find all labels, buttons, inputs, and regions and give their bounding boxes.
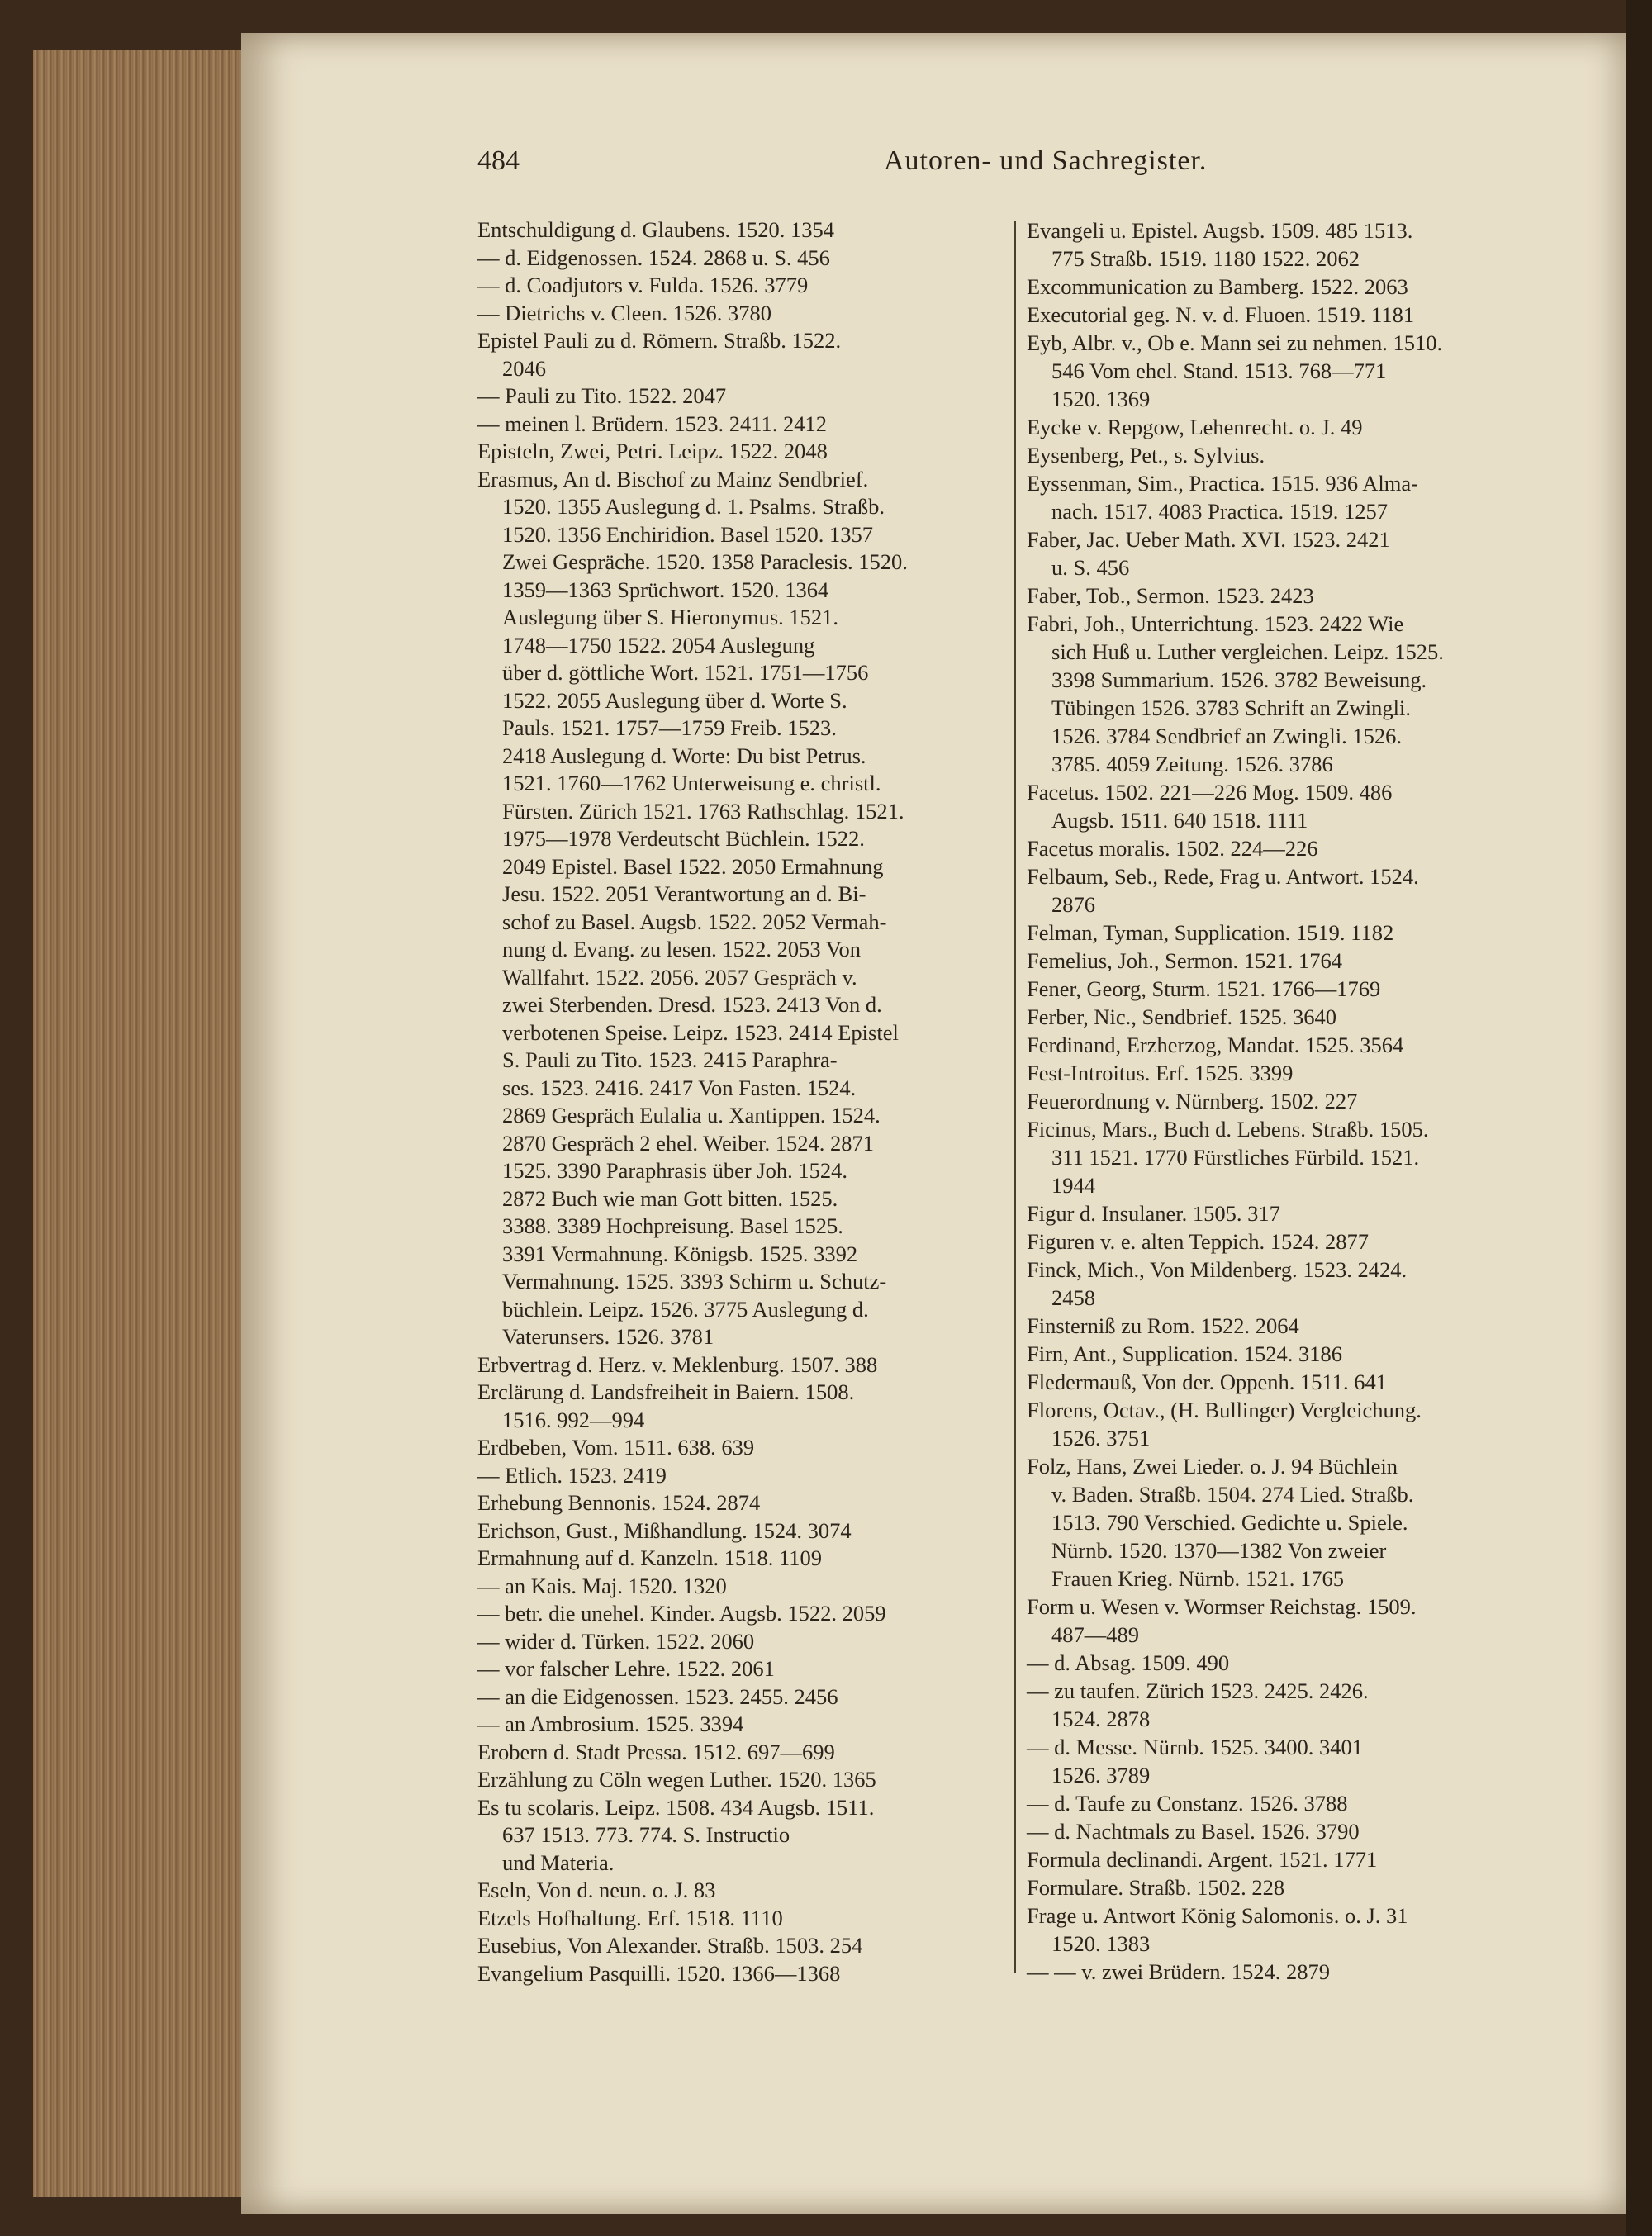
index-entry — [477, 244, 1014, 273]
entry-heading-line: Frage u. Antwort König Salomonis. o. J. 31 — [1027, 1903, 1408, 1928]
index-entry — [1027, 1452, 1564, 1593]
entry-heading-line: Erdbeben, Vom. 1511. 638. 639 — [477, 1435, 755, 1460]
entry-heading-line: — Pauli zu Tito. 1522. 2047 — [477, 383, 727, 408]
entry-heading-line: — d. Messe. Nürnb. 1525. 3400. 3401 — [1027, 1735, 1364, 1759]
entry-continuation-line: 2049 Epistel. Basel 1522. 2050 Ermahnung — [502, 853, 884, 879]
entry-continuation-line: S. Pauli zu Tito. 1523. 2415 Paraphra- — [502, 1047, 838, 1072]
entry-continuation-line: ses. 1523. 2416. 2417 Von Fasten. 1524. — [502, 1075, 857, 1100]
entry-continuation-line: nung d. Evang. zu lesen. 1522. 2053 Von — [502, 937, 862, 961]
index-entry — [1027, 1873, 1564, 1901]
entry-heading-line: — d. Taufe zu Constanz. 1526. 3788 — [1027, 1791, 1348, 1816]
index-entry — [477, 1462, 1014, 1490]
index-column-left — [477, 216, 1014, 1987]
index-entry — [1027, 1845, 1564, 1873]
index-entry — [1027, 1593, 1564, 1649]
entry-heading-line: — vor falscher Lehre. 1522. 2061 — [477, 1656, 775, 1681]
entry-heading-line: Facetus. 1502. 221—226 Mog. 1509. 486 — [1027, 780, 1393, 805]
entry-heading-line: Excommunication zu Bamberg. 1522. 2063 — [1027, 274, 1408, 299]
entry-heading-line: — d. Nachtmals zu Basel. 1526. 3790 — [1027, 1819, 1360, 1844]
entry-heading-line: Finsterniß zu Rom. 1522. 2064 — [1027, 1313, 1299, 1338]
entry-heading-line: Figuren v. e. alten Teppich. 1524. 2877 — [1027, 1229, 1369, 1254]
entry-heading-line: Fledermauß, Von der. Oppenh. 1511. 641 — [1027, 1370, 1387, 1394]
index-entry — [477, 1711, 1014, 1739]
index-entry — [477, 1545, 1014, 1573]
entry-heading-line: Feuerordnung v. Nürnberg. 1502. 227 — [1027, 1089, 1358, 1113]
entry-heading-line: Fener, Georg, Sturm. 1521. 1766—1769 — [1027, 976, 1381, 1001]
entry-continuation-line: v. Baden. Straßb. 1504. 274 Lied. Straßb. — [1051, 1482, 1414, 1507]
entry-continuation-line: 1944 — [1051, 1173, 1095, 1198]
entry-continuation-line: 311 1521. 1770 Fürstliches Fürbild. 1521. — [1051, 1145, 1420, 1170]
entry-heading-line: Felman, Tyman, Supplication. 1519. 1182 — [1027, 920, 1394, 945]
entry-continuation-line: 2872 Buch wie man Gott bitten. 1525. — [502, 1185, 838, 1211]
index-entry — [1027, 1789, 1564, 1817]
entry-heading-line: Formulare. Straßb. 1502. 228 — [1027, 1875, 1285, 1900]
index-entry — [477, 382, 1014, 411]
index-entry — [1027, 1227, 1564, 1256]
entry-continuation-line: 1513. 790 Verschied. Gedichte u. Spiele. — [1051, 1510, 1408, 1535]
entry-heading-line: — an Ambrosium. 1525. 3394 — [477, 1711, 744, 1736]
entry-heading-line: Fest-Introitus. Erf. 1525. 3399 — [1027, 1061, 1294, 1085]
entry-continuation-line: nach. 1517. 4083 Practica. 1519. 1257 — [1051, 499, 1388, 524]
entry-continuation-line: Tübingen 1526. 3783 Schrift an Zwingli. — [1051, 695, 1411, 720]
index-entry — [1027, 1958, 1564, 1986]
entry-continuation-line: 1516. 992—994 — [502, 1407, 645, 1432]
page-number: 484 — [477, 145, 520, 176]
entry-continuation-line: Pauls. 1521. 1757—1759 Freib. 1523. — [502, 715, 837, 740]
entry-heading-line: Folz, Hans, Zwei Lieder. o. J. 94 Büchlein — [1027, 1454, 1398, 1479]
entry-continuation-line: 546 Vom ehel. Stand. 1513. 768—771 — [1051, 358, 1387, 383]
index-entry — [1027, 1312, 1564, 1340]
index-entry — [477, 1655, 1014, 1683]
entry-heading-line: Florens, Octav., (H. Bullinger) Vergleichung. — [1027, 1398, 1422, 1422]
entry-heading-line: Erclärung d. Landsfreiheit in Baiern. 1508. — [477, 1379, 855, 1404]
index-entry — [1027, 329, 1564, 413]
entry-heading-line: Erhebung Bennonis. 1524. 2874 — [477, 1490, 761, 1515]
entry-heading-line: Fabri, Joh., Unterrichtung. 1523. 2422 Wie — [1027, 611, 1404, 636]
entry-continuation-line: 3398 Summarium. 1526. 3782 Beweisung. — [1051, 667, 1427, 692]
index-entry — [1027, 610, 1564, 778]
entry-continuation-line: 637 1513. 773. 774. S. Instructio — [502, 1822, 790, 1847]
entry-heading-line: — — v. zwei Brüdern. 1524. 2879 — [1027, 1959, 1331, 1984]
index-entry — [1027, 1059, 1564, 1087]
entry-continuation-line: 2876 — [1051, 892, 1095, 917]
entry-heading-line: Erichson, Gust., Mißhandlung. 1524. 3074 — [477, 1517, 852, 1543]
index-entry — [477, 1600, 1014, 1628]
entry-continuation-line: u. S. 456 — [1051, 555, 1130, 580]
entry-heading-line: Felbaum, Seb., Rede, Frag u. Antwort. 1524. — [1027, 864, 1419, 889]
index-entry — [477, 1739, 1014, 1767]
entry-continuation-line: Augsb. 1511. 640 1518. 1111 — [1051, 808, 1308, 833]
entry-heading-line: Ferber, Nic., Sendbrief. 1525. 3640 — [1027, 1004, 1337, 1029]
entry-heading-line: Facetus moralis. 1502. 224—226 — [1027, 836, 1318, 861]
index-entry — [477, 1517, 1014, 1545]
entry-continuation-line: 3391 Vermahnung. Königsb. 1525. 3392 — [502, 1241, 858, 1266]
entry-heading-line: Eseln, Von d. neun. o. J. 83 — [477, 1878, 716, 1902]
index-entry — [477, 272, 1014, 300]
entry-continuation-line: verbotenen Speise. Leipz. 1523. 2414 Epistel — [502, 1019, 899, 1045]
index-entry — [477, 216, 1014, 244]
entry-continuation-line: 2870 Gespräch 2 ehel. Weiber. 1524. 2871 — [502, 1130, 874, 1156]
entry-heading-line: Erobern d. Stadt Pressa. 1512. 697—699 — [477, 1739, 835, 1764]
entry-heading-line: Eysenberg, Pet., s. Sylvius. — [1027, 443, 1265, 468]
index-entry — [1027, 301, 1564, 329]
entry-heading-line: Firn, Ant., Supplication. 1524. 3186 — [1027, 1341, 1343, 1366]
entry-continuation-line: 1520. 1356 Enchiridion. Basel 1520. 1357 — [502, 521, 873, 547]
index-entry — [1027, 1340, 1564, 1368]
entry-heading-line: Entschuldigung d. Glaubens. 1520. 1354 — [477, 217, 835, 242]
entry-heading-line: Finck, Mich., Von Mildenberg. 1523. 2424. — [1027, 1257, 1408, 1282]
entry-heading-line: — betr. die unehel. Kinder. Augsb. 1522. 2059 — [477, 1601, 886, 1626]
entry-continuation-line: 775 Straßb. 1519. 1180 1522. 2062 — [1051, 246, 1360, 271]
index-entry — [477, 1877, 1014, 1905]
entry-heading-line: Evangeli u. Epistel. Augsb. 1509. 485 1513. — [1027, 218, 1413, 243]
index-entry — [477, 1628, 1014, 1656]
index-entry — [1027, 919, 1564, 947]
entry-heading-line: — zu taufen. Zürich 1523. 2425. 2426. — [1027, 1678, 1369, 1703]
index-entry — [1027, 1115, 1564, 1199]
entry-heading-line: Eyssenman, Sim., Practica. 1515. 936 Alma- — [1027, 471, 1418, 496]
index-entry — [1027, 216, 1564, 273]
entry-continuation-line: Jesu. 1522. 2051 Verantwortung an d. Bi- — [502, 881, 866, 906]
column-divider — [1014, 221, 1016, 1973]
entry-continuation-line: Fürsten. Zürich 1521. 1763 Rathschlag. 1521. — [502, 798, 904, 824]
entry-heading-line: Evangelium Pasquilli. 1520. 1366—1368 — [477, 1960, 841, 1986]
entry-continuation-line: büchlein. Leipz. 1526. 3775 Auslegung d. — [502, 1296, 869, 1322]
index-entry — [477, 1905, 1014, 1933]
entry-continuation-line: 1521. 1760—1762 Unterweisung e. christl. — [502, 771, 881, 795]
entry-continuation-line: schof zu Basel. Augsb. 1522. 2052 Vermah- — [502, 909, 887, 934]
entry-continuation-line: 1975—1978 Verdeutscht Büchlein. 1522. — [502, 826, 865, 851]
entry-heading-line: Executorial geg. N. v. d. Fluoen. 1519. 1181 — [1027, 302, 1415, 327]
entry-continuation-line: 487—489 — [1051, 1622, 1139, 1647]
index-entry — [1027, 778, 1564, 834]
entry-heading-line: Eyb, Albr. v., Ob e. Mann sei zu nehmen. 1510. — [1027, 330, 1443, 355]
entry-continuation-line: 3388. 3389 Hochpreisung. Basel 1525. — [502, 1213, 843, 1238]
entry-continuation-line: Vaterunsers. 1526. 3781 — [502, 1324, 714, 1349]
entry-continuation-line: Nürnb. 1520. 1370—1382 Von zweier — [1051, 1538, 1387, 1563]
index-entry — [1027, 582, 1564, 610]
entry-continuation-line: 1524. 2878 — [1051, 1707, 1151, 1731]
entry-heading-line: Erasmus, An d. Bischof zu Mainz Sendbrief. — [477, 466, 869, 491]
index-entry — [1027, 975, 1564, 1003]
entry-continuation-line: 3785. 4059 Zeitung. 1526. 3786 — [1051, 752, 1333, 776]
entry-continuation-line: 1526. 3789 — [1051, 1763, 1151, 1787]
entry-heading-line: Es tu scolaris. Leipz. 1508. 434 Augsb. 1511. — [477, 1794, 875, 1820]
entry-heading-line: Figur d. Insulaner. 1505. 317 — [1027, 1201, 1280, 1226]
entry-continuation-line: Zwei Gespräche. 1520. 1358 Paraclesis. 1520. — [502, 549, 908, 574]
index-entry — [477, 466, 1014, 1351]
entry-continuation-line: 2418 Auslegung d. Worte: Du bist Petrus. — [502, 743, 866, 768]
index-entry — [1027, 441, 1564, 469]
entry-heading-line: — an Kais. Maj. 1520. 1320 — [477, 1573, 727, 1598]
entry-continuation-line: und Materia. — [502, 1849, 615, 1875]
index-entry — [477, 327, 1014, 382]
index-entry — [477, 438, 1014, 466]
entry-heading-line: Faber, Jac. Ueber Math. XVI. 1523. 2421 — [1027, 527, 1390, 552]
index-entry — [1027, 1003, 1564, 1031]
index-entry — [477, 1434, 1014, 1462]
index-entry — [477, 1351, 1014, 1379]
index-entry — [1027, 1199, 1564, 1227]
entry-heading-line: Erzählung zu Cöln wegen Luther. 1520. 1365 — [477, 1767, 876, 1792]
entry-heading-line: Etzels Hofhaltung. Erf. 1518. 1110 — [477, 1905, 783, 1930]
index-entry — [1027, 525, 1564, 582]
book-page-edges — [33, 50, 248, 2197]
entry-heading-line: Femelius, Joh., Sermon. 1521. 1764 — [1027, 948, 1343, 973]
entry-continuation-line: 1526. 3751 — [1051, 1426, 1151, 1450]
index-entry — [477, 300, 1014, 328]
entry-heading-line: Erbvertrag d. Herz. v. Meklenburg. 1507. 388 — [477, 1351, 878, 1377]
entry-continuation-line: Vermahnung. 1525. 3393 Schirm u. Schutz- — [502, 1269, 887, 1294]
index-entry — [1027, 1396, 1564, 1452]
entry-continuation-line: 2458 — [1051, 1285, 1095, 1310]
index-entry — [1027, 834, 1564, 862]
index-entry — [1027, 862, 1564, 919]
entry-continuation-line: Wallfahrt. 1522. 2056. 2057 Gespräch v. — [502, 964, 857, 990]
entry-continuation-line: Auslegung über S. Hieronymus. 1521. — [502, 605, 839, 629]
index-entry — [477, 1766, 1014, 1794]
index-entry — [1027, 413, 1564, 441]
index-entry — [1027, 1256, 1564, 1312]
index-entry — [477, 1683, 1014, 1711]
entry-heading-line: Faber, Tob., Sermon. 1523. 2423 — [1027, 583, 1314, 608]
entry-continuation-line: zwei Sterbenden. Dresd. 1523. 2413 Von d. — [502, 992, 882, 1017]
entry-continuation-line: 1359—1363 Sprüchwort. 1520. 1364 — [502, 577, 829, 602]
entry-continuation-line: 2046 — [502, 355, 546, 381]
background-right — [1626, 0, 1652, 2236]
index-entry — [1027, 273, 1564, 301]
index-entry — [1027, 1733, 1564, 1789]
index-entry — [1027, 469, 1564, 525]
index-entry — [1027, 1649, 1564, 1677]
entry-heading-line: Formula declinandi. Argent. 1521. 1771 — [1027, 1847, 1378, 1872]
entry-continuation-line: sich Huß u. Luther vergleichen. Leipz. 1525. — [1051, 639, 1444, 664]
index-entry — [477, 1379, 1014, 1434]
entry-continuation-line: über d. göttliche Wort. 1521. 1751—1756 — [502, 660, 869, 685]
index-entry — [477, 1932, 1014, 1960]
entry-heading-line: Ermahnung auf d. Kanzeln. 1518. 1109 — [477, 1545, 823, 1570]
entry-continuation-line: 2869 Gespräch Eulalia u. Xantippen. 1524. — [502, 1103, 881, 1127]
index-entry — [477, 1489, 1014, 1517]
index-entry — [1027, 1031, 1564, 1059]
index-entry — [1027, 1368, 1564, 1396]
entry-heading-line: — an die Eidgenossen. 1523. 2455. 2456 — [477, 1683, 838, 1709]
entry-heading-line: — Dietrichs v. Cleen. 1526. 3780 — [477, 300, 771, 325]
entry-heading-line: Ferdinand, Erzherzog, Mandat. 1525. 3564 — [1027, 1033, 1404, 1057]
index-entry — [477, 1794, 1014, 1878]
entry-heading-line: Episteln, Zwei, Petri. Leipz. 1522. 2048 — [477, 439, 828, 463]
entry-heading-line: — meinen l. Brüdern. 1523. 2411. 2412 — [477, 411, 827, 436]
entry-heading-line: Form u. Wesen v. Wormser Reichstag. 1509. — [1027, 1594, 1417, 1619]
entry-continuation-line: 1526. 3784 Sendbrief an Zwingli. 1526. — [1051, 724, 1402, 748]
entry-continuation-line: Frauen Krieg. Nürnb. 1521. 1765 — [1051, 1566, 1345, 1591]
index-entry — [1027, 1087, 1564, 1115]
entry-continuation-line: 1520. 1383 — [1051, 1931, 1151, 1956]
index-entry — [1027, 1817, 1564, 1845]
entry-heading-line: — d. Eidgenossen. 1524. 2868 u. S. 456 — [477, 244, 830, 270]
entry-heading-line: Eycke v. Repgow, Lehenrecht. o. J. 49 — [1027, 415, 1363, 439]
index-entry — [1027, 947, 1564, 975]
entry-heading-line: — Etlich. 1523. 2419 — [477, 1462, 667, 1488]
entry-heading-line: — d. Coadjutors v. Fulda. 1526. 3779 — [477, 273, 809, 297]
entry-heading-line: Ficinus, Mars., Buch d. Lebens. Straßb. 1505. — [1027, 1117, 1429, 1142]
index-column-right — [1027, 216, 1564, 1986]
running-title: Autoren- und Sachregister. — [884, 145, 1208, 176]
index-entry — [477, 1573, 1014, 1601]
entry-heading-line: Eusebius, Von Alexander. Straßb. 1503. 254 — [477, 1933, 863, 1958]
entry-continuation-line: 1748—1750 1522. 2054 Auslegung — [502, 632, 815, 658]
entry-heading-line: — d. Absag. 1509. 490 — [1027, 1650, 1230, 1675]
entry-continuation-line: 1522. 2055 Auslegung über d. Worte S. — [502, 687, 847, 713]
entry-continuation-line: 1520. 1369 — [1051, 387, 1151, 411]
index-entry — [477, 1960, 1014, 1988]
entry-heading-line: Epistel Pauli zu d. Römern. Straßb. 1522. — [477, 328, 842, 353]
entry-continuation-line: 1525. 3390 Paraphrasis über Joh. 1524. — [502, 1158, 848, 1183]
index-entry — [1027, 1677, 1564, 1733]
index-entry — [477, 411, 1014, 439]
entry-heading-line: — wider d. Türken. 1522. 2060 — [477, 1628, 755, 1654]
entry-continuation-line: 1520. 1355 Auslegung d. 1. Psalms. Straßb. — [502, 494, 885, 519]
index-entry — [1027, 1901, 1564, 1958]
